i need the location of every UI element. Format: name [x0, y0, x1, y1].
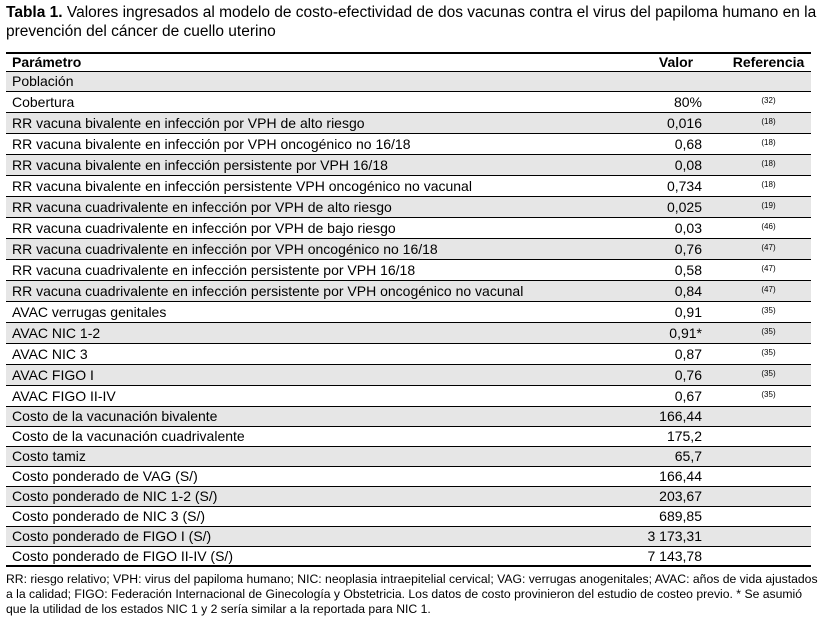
- reference-cell: [726, 506, 811, 526]
- parameter-cell: Costo de la vacunación cuadrivalente: [6, 426, 626, 446]
- table-row: [6, 301, 811, 322]
- parameter-cell: AVAC FIGO II-IV: [6, 385, 626, 406]
- table-row: [6, 526, 811, 546]
- reference-cell: (19): [726, 196, 811, 217]
- table-row: [6, 280, 811, 301]
- table-row: [6, 343, 811, 364]
- reference-cell: [726, 466, 811, 486]
- reference-cell: (46): [726, 217, 811, 238]
- table-row: [6, 112, 811, 133]
- parameter-cell: Costo tamiz: [6, 446, 626, 466]
- reference-cell: (35): [726, 385, 811, 406]
- parameter-cell: Costo de la vacunación bivalente: [6, 406, 626, 426]
- parameter-cell: Costo ponderado de VAG (S/): [6, 466, 626, 486]
- value-cell: 0,08: [626, 154, 726, 175]
- value-cell: 0,76: [626, 364, 726, 385]
- parameter-cell: RR vacuna cuadrivalente en infección persistente por VPH 16/18: [6, 259, 626, 280]
- table-footnote: RR: riesgo relativo; VPH: virus del papiloma humano; NIC: neoplasia intraepitelial cervical; VAG: verrugas anogenitales; AVAC: años de vida ajustados a la calidad; FIGO: Federación Internacional de Ginecología y Obstetricia. Los datos de costo provinieron del estudio de costeo previo. * Se asumió que la utilidad de los estados NIC 1 y 2 sería similar a la reportada para NIC 1.: [6, 572, 818, 616]
- value-cell: 3 173,31: [626, 526, 726, 546]
- parameter-cell: Costo ponderado de NIC 3 (S/): [6, 506, 626, 526]
- table-row: [6, 406, 811, 426]
- value-cell: 0,67: [626, 385, 726, 406]
- value-cell: 0,03: [626, 217, 726, 238]
- value-cell: 0,68: [626, 133, 726, 154]
- reference-cell: (18): [726, 112, 811, 133]
- reference-cell: (18): [726, 175, 811, 196]
- reference-cell: (35): [726, 301, 811, 322]
- parameter-cell: RR vacuna bivalente en infección persistente por VPH 16/18: [6, 154, 626, 175]
- value-cell: 7 143,78: [626, 546, 726, 566]
- table-row: [6, 364, 811, 385]
- reference-cell: (47): [726, 259, 811, 280]
- table-row: [6, 238, 811, 259]
- table-row: [6, 196, 811, 217]
- table-row: [6, 91, 811, 112]
- value-cell: 0,016: [626, 112, 726, 133]
- reference-cell: [726, 426, 811, 446]
- table-row: [6, 426, 811, 446]
- reference-cell: [726, 526, 811, 546]
- section-row-poblacion: [6, 71, 811, 91]
- value-cell: 0,025: [626, 196, 726, 217]
- table-row: [6, 466, 811, 486]
- section-empty-value: [626, 71, 726, 91]
- section-label: Población: [6, 71, 626, 91]
- table-row: [6, 322, 811, 343]
- reference-cell: (35): [726, 364, 811, 385]
- reference-cell: [726, 486, 811, 506]
- parameter-cell: RR vacuna cuadrivalente en infección por VPH de alto riesgo: [6, 196, 626, 217]
- reference-cell: (18): [726, 133, 811, 154]
- value-cell: 0,58: [626, 259, 726, 280]
- value-cell: 0,76: [626, 238, 726, 259]
- parameters-table: [6, 52, 811, 567]
- reference-cell: (35): [726, 343, 811, 364]
- value-cell: 203,67: [626, 486, 726, 506]
- parameter-cell: Costo ponderado de NIC 1-2 (S/): [6, 486, 626, 506]
- parameter-cell: Costo ponderado de FIGO I (S/): [6, 526, 626, 546]
- table-row: [6, 506, 811, 526]
- table-row: [6, 154, 811, 175]
- parameter-cell: RR vacuna cuadrivalente en infección persistente por VPH oncogénico no vacunal: [6, 280, 626, 301]
- table-caption: [6, 3, 821, 41]
- header-valor: Valor: [626, 53, 726, 71]
- header-parametro: Parámetro: [6, 53, 626, 71]
- parameter-cell: AVAC FIGO I: [6, 364, 626, 385]
- table-row: [6, 385, 811, 406]
- reference-cell: (47): [726, 238, 811, 259]
- parameter-cell: RR vacuna cuadrivalente en infección por VPH de bajo riesgo: [6, 217, 626, 238]
- reference-cell: [726, 546, 811, 566]
- reference-cell: [726, 446, 811, 466]
- reference-cell: (47): [726, 280, 811, 301]
- value-cell: 175,2: [626, 426, 726, 446]
- table-row: [6, 486, 811, 506]
- reference-cell: (18): [726, 154, 811, 175]
- reference-cell: (35): [726, 322, 811, 343]
- value-cell: 689,85: [626, 506, 726, 526]
- table-row: [6, 259, 811, 280]
- value-cell: 80%: [626, 91, 726, 112]
- value-cell: 0,84: [626, 280, 726, 301]
- parameter-cell: RR vacuna bivalente en infección por VPH de alto riesgo: [6, 112, 626, 133]
- table-row: [6, 133, 811, 154]
- table-caption-text: Valores ingresados al modelo de costo-efectividad de dos vacunas contra el virus del papiloma humano en la prevención del cáncer de cuello uterino: [6, 4, 817, 40]
- table-row: [6, 175, 811, 196]
- value-cell: 0,734: [626, 175, 726, 196]
- table-header-row: [6, 53, 811, 71]
- parameter-cell: Costo ponderado de FIGO II-IV (S/): [6, 546, 626, 566]
- table-row: [6, 546, 811, 566]
- value-cell: 65,7: [626, 446, 726, 466]
- parameter-cell: RR vacuna bivalente en infección persistente VPH oncogénico no vacunal: [6, 175, 626, 196]
- value-cell: 0,91: [626, 301, 726, 322]
- header-referencia: Referencia: [726, 53, 811, 71]
- parameter-cell: AVAC NIC 1-2: [6, 322, 626, 343]
- parameter-cell: AVAC NIC 3: [6, 343, 626, 364]
- value-cell: 0,87: [626, 343, 726, 364]
- value-cell: 0,91*: [626, 322, 726, 343]
- value-cell: 166,44: [626, 406, 726, 426]
- parameter-cell: RR vacuna cuadrivalente en infección por VPH oncogénico no 16/18: [6, 238, 626, 259]
- value-cell: 166,44: [626, 466, 726, 486]
- parameter-cell: RR vacuna bivalente en infección por VPH oncogénico no 16/18: [6, 133, 626, 154]
- table-row: [6, 446, 811, 466]
- parameter-cell: Cobertura: [6, 91, 626, 112]
- reference-cell: [726, 406, 811, 426]
- reference-cell: (32): [726, 91, 811, 112]
- table-caption-label: Tabla 1.: [6, 4, 63, 21]
- table-row: [6, 217, 811, 238]
- section-empty-ref: [726, 71, 811, 91]
- parameter-cell: AVAC verrugas genitales: [6, 301, 626, 322]
